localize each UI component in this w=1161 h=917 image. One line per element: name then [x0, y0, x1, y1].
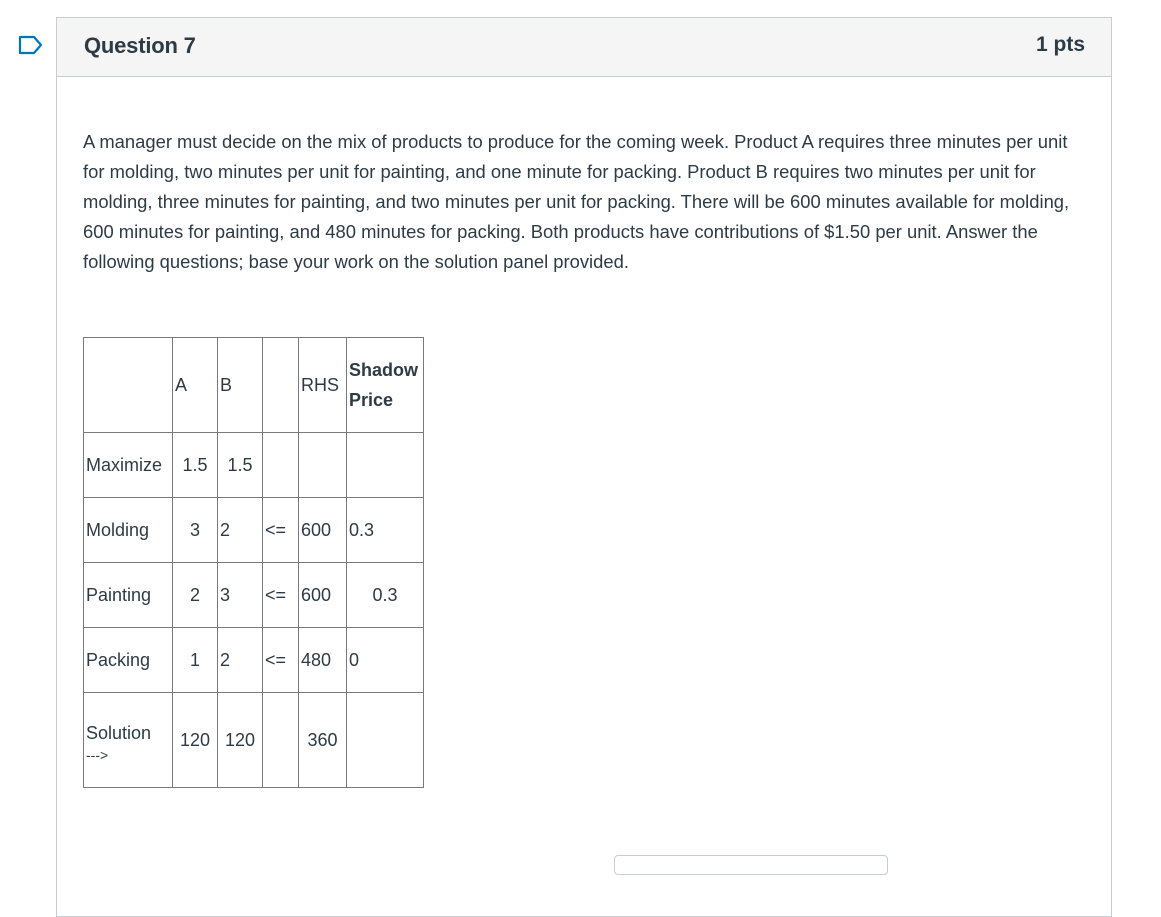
- cell-shadow: [347, 693, 424, 788]
- row-label: Packing: [84, 628, 173, 693]
- question-header: [57, 18, 1111, 77]
- cell-shadow: [347, 433, 424, 498]
- cell-a: 120: [173, 693, 218, 788]
- cell-b: 3: [218, 563, 263, 628]
- cell-op: [263, 693, 299, 788]
- cell-op: [263, 433, 299, 498]
- cell-rhs: 600: [299, 498, 347, 563]
- header-cell-b: B: [218, 338, 263, 433]
- question-text: A manager must decide on the mix of products to produce for the coming week. Product A requires three minutes per unit for molding, two minutes per unit for painting, and one minute for packing. Product B requires two minutes per unit for molding, three minutes for painting, and two minutes per unit for packing. There will be 600 minutes available for molding, 600 minutes for painting, and 480 minutes for packing. Both products have contributions of $1.50 per unit. Answer the following questions; base your work on the solution panel provided.: [83, 131, 1070, 272]
- cell-op: <=: [263, 628, 299, 693]
- cell-shadow: 0.3: [347, 563, 424, 628]
- cell-a: 2: [173, 563, 218, 628]
- table-row-maximize: [84, 433, 424, 498]
- cell-shadow: 0: [347, 628, 424, 693]
- cell-b: 2: [218, 498, 263, 563]
- header-cell-rhs: RHS: [299, 338, 347, 433]
- cell-shadow: 0.3: [347, 498, 424, 563]
- question-points: 1 pts: [1035, 33, 1085, 56]
- cell-b: 2: [218, 628, 263, 693]
- cell-b: 1.5: [218, 433, 263, 498]
- row-label: Molding: [84, 498, 173, 563]
- cell-b: 120: [218, 693, 263, 788]
- header-cell-label: [84, 338, 173, 433]
- solution-arrow: --->: [86, 747, 109, 763]
- answer-select-box[interactable]: [614, 855, 888, 875]
- header-cell-shadow-price: [347, 338, 424, 433]
- table-row-molding: [84, 498, 424, 563]
- cell-rhs: 480: [299, 628, 347, 693]
- solution-label: Solution: [86, 723, 152, 743]
- cell-rhs: 600: [299, 563, 347, 628]
- cell-a: 1.5: [173, 433, 218, 498]
- cell-a: 1: [173, 628, 218, 693]
- cell-rhs: 360: [299, 693, 347, 788]
- cell-op: <=: [263, 498, 299, 563]
- cell-rhs: [299, 433, 347, 498]
- cell-op: <=: [263, 563, 299, 628]
- solution-panel-table: [83, 337, 424, 788]
- row-label-solution: [84, 693, 173, 788]
- header-cell-op: [263, 338, 299, 433]
- shadow-header-line2: Price: [349, 390, 394, 410]
- question-title: Question 7: [84, 33, 196, 58]
- header-cell-a: A: [173, 338, 218, 433]
- row-label: Painting: [84, 563, 173, 628]
- table-row-packing: [84, 628, 424, 693]
- shadow-header-line1: Shadow: [349, 360, 419, 380]
- flag-question-icon[interactable]: [18, 35, 44, 55]
- table-row-solution: [84, 693, 424, 788]
- cell-a: 3: [173, 498, 218, 563]
- table-row-header: [84, 338, 424, 433]
- question-card: [56, 17, 1112, 917]
- row-label: Maximize: [84, 433, 173, 498]
- table-row-painting: [84, 563, 424, 628]
